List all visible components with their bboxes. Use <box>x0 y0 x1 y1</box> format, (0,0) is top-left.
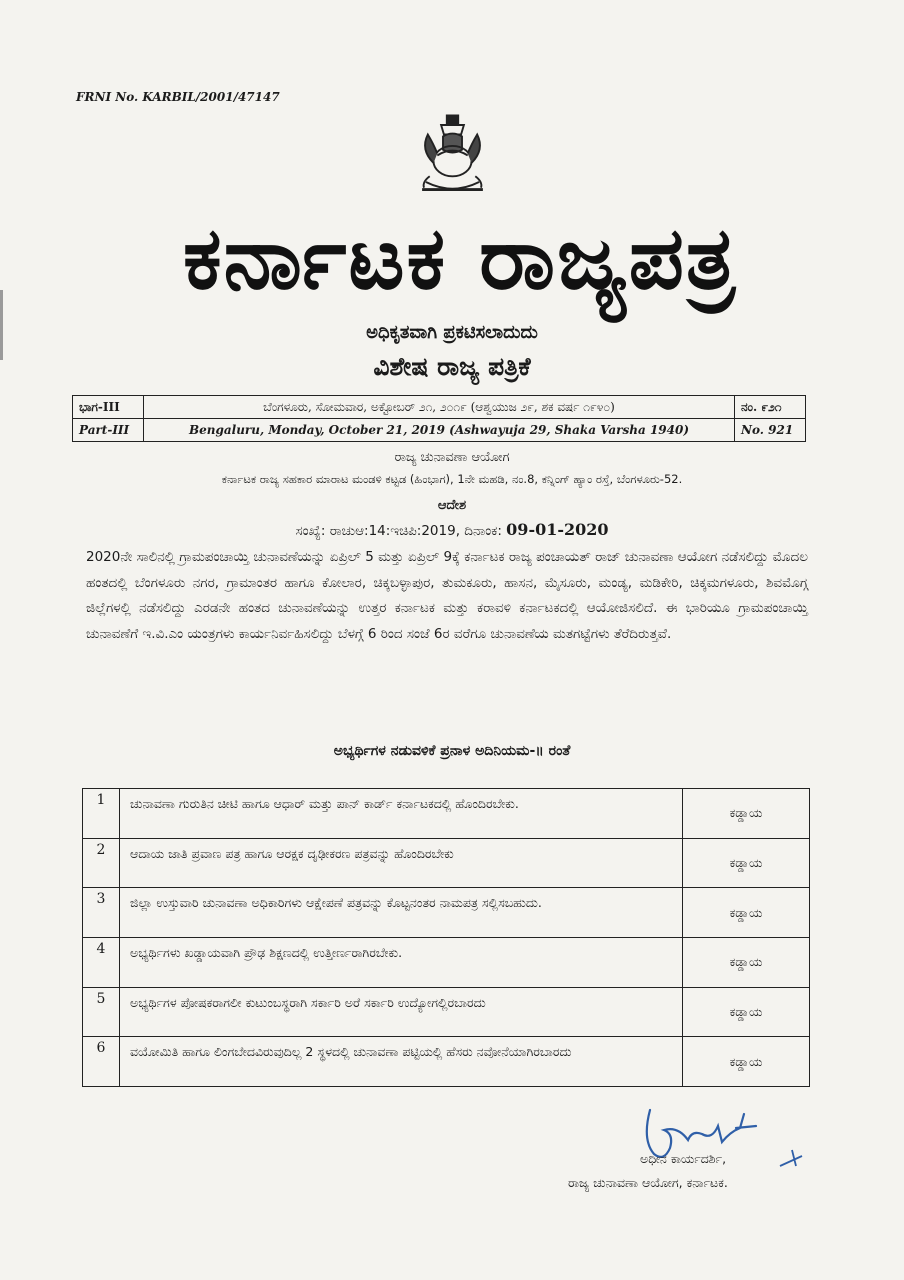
issue-date-english: Bengaluru, Monday, October 21, 2019 (Ashwayuja 29, Shaka Varsha 1940) <box>144 419 735 442</box>
rule-text: ಜಿಲ್ಲಾ ಉಸ್ತುವಾರಿ ಚುನಾವಣಾ ಅಧಿಕಾರಿಗಳು ಆಕ್ಷೇಪಣೆ ಪತ್ರವನ್ನು ಕೊಟ್ಟನಂತರ ನಾಮಪತ್ರ ಸಲ್ಲಿಸಬಹುದು. <box>120 888 683 938</box>
signatory-title: ಅಧೀನ ಕಾರ್ಯದರ್ಶಿ, <box>640 1151 727 1166</box>
masthead-subtitle: ಅಧಿಕೃತವಾಗಿ ಪ್ರಕಟಿಸಲಾದುದು <box>366 322 538 343</box>
rule-text: ವಯೋಮಿತಿ ಹಾಗೂ ಲಿಂಗಬೇದವಿರುವುದಿಲ್ಲ 2 ಸ್ಥಳದಲ್ಲಿ ಚುನಾವಣಾ ಪಟ್ಟಿಯಲ್ಲಿ ಹೆಸರು ನವೋನೆಯಾಗಿರಬಾರದು <box>120 1037 683 1087</box>
gazette-masthead-title: ಕರ್ನಾಟಕ ರಾಜ್ಯಪತ್ರ <box>182 209 738 309</box>
table-row <box>83 888 810 938</box>
rule-text: ಚುನಾವಣಾ ಗುರುತಿನ ಚೀಟಿ ಹಾಗೂ ಆಧಾರ್ ಮತ್ತು ಪಾನ್ ಕಾರ್ಡ್ ಕರ್ನಾಟಕದಲ್ಲಿ ಹೊಂದಿರಬೇಕು. <box>120 789 683 839</box>
table-row <box>83 789 810 839</box>
order-reference-label: ಸಂಖ್ಯೆ: ರಾಚುಆ:14:ಇಚಿಪಿ:2019, ದಿನಾಂಕ: <box>295 523 507 539</box>
table-row <box>83 1037 810 1087</box>
rule-number: 1 <box>83 789 120 839</box>
part-kannada: ಭಾಗ-III <box>73 396 144 419</box>
order-body-paragraph: 2020ನೇ ಸಾಲಿನಲ್ಲಿ ಗ್ರಾಮಪಂಚಾಯ್ತಿ ಚುನಾವಣೆಯನ್ನು ಏಪ್ರಿಲ್ 5 ಮತ್ತು ಏಪ್ರಿಲ್ 9ಕ್ಕೆ ಕರ್ನಾಟಕ ರಾಜ್ಯ ಪಂಚಾಯತ್ ರಾಜ್ ಚುನಾವಣಾ ಆಯೋಗ ನಡೆಸಲಿದ್ದು ಮೊದಲ ಹಂತದಲ್ಲಿ ಬೆಂಗಳೂರು ನಗರ, ಗ್ರಾಮಾಂತರ ಹಾಗೂ ಕೋಲಾರ, ಚಿಕ್ಕಬಳ್ಳಾಪುರ, ತುಮಕೂರು, ಹಾಸನ, ಮೈಸೂರು, ಮಂಡ್ಯ, ಮಡಿಕೇರಿ, ಚಿಕ್ಕಮಗಳೂರು, ಶಿವಮೊಗ್ಗ ಜಿಲ್ಲೆಗಳಲ್ಲಿ ನಡೆಸಲಿದ್ದು ಎರಡನೇ ಹಂತದ ಚುನಾವಣೆಯನ್ನು ಉತ್ತರ ಕರ್ನಾಟಕ ಮತ್ತು ಕರಾವಳಿ ಕರ್ನಾಟಕದಲ್ಲಿ ಆಯೋಜಿಸಲಿದೆ. ಈ ಭಾರಿಯೂ ಗ್ರಾಮಪಂಚಾಯ್ತಿ ಚುನಾವಣೆಗೆ ಇ.ವಿ.ಎಂ ಯಂತ್ರಗಳು ಕಾರ್ಯನಿರ್ವಹಿಸಲಿದ್ದು ಬೆಳಗ್ಗೆ 6 ರಿಂದ ಸಂಜೆ 6ರ ವರೆಗೂ ಚುನಾವಣೆಯ ಮತಗಟ್ಟೆಗಳು ತೆರೆದಿರುತ್ತವೆ. <box>86 549 808 643</box>
masthead-edition: ವಿಶೇಷ ರಾಜ್ಯ ಪತ್ರಿಕೆ <box>373 352 531 381</box>
issue-number-kannada: ನಂ. ೯೨೧ <box>735 396 806 419</box>
table-row <box>83 937 810 987</box>
issue-date-kannada: ಬೆಂಗಳೂರು, ಸೋಮವಾರ, ಅಕ್ಟೋಬರ್ ೨೧, ೨೦೧೯ (ಆಶ್ವಯುಜ ೨೯, ಶಕ ವರ್ಷ ೧೯೪೦) <box>144 396 735 419</box>
issue-header-table <box>72 395 806 442</box>
rule-status: ಕಡ್ಡಾಯ <box>683 987 810 1037</box>
rule-number: 2 <box>83 838 120 888</box>
order-reference <box>0 520 904 539</box>
table-row <box>83 987 810 1037</box>
table-row <box>83 838 810 888</box>
signatory-office: ರಾಜ್ಯ ಚುನಾವಣಾ ಆಯೋಗ, ಕರ್ನಾಟಕ. <box>568 1175 728 1190</box>
rules-table <box>82 788 810 1087</box>
rule-number: 5 <box>83 987 120 1037</box>
rule-status: ಕಡ್ಡಾಯ <box>683 888 810 938</box>
commission-name: ರಾಜ್ಯ ಚುನಾವಣಾ ಆಯೋಗ <box>394 450 510 465</box>
frni-number: FRNI No. KARBIL/2001/47147 <box>76 90 280 104</box>
rule-status: ಕಡ್ಡಾಯ <box>683 1037 810 1087</box>
part-english: Part-III <box>73 419 144 442</box>
rule-status: ಕಡ್ಡಾಯ <box>683 789 810 839</box>
rule-number: 6 <box>83 1037 120 1087</box>
commission-address: ಕರ್ನಾಟಕ ರಾಜ್ಯ ಸಹಕಾರ ಮಾರಾಟ ಮಂಡಳಿ ಕಟ್ಟಡ (ಹಿಂಭಾಗ), 1ನೇ ಮಹಡಿ, ನಂ.8, ಕನ್ನಿಂಗ್ ಹ್ಯಾಂ ರಸ್ತೆ, ಬೆಂಗಳೂರು-52. <box>221 472 683 486</box>
rule-status: ಕಡ್ಡಾಯ <box>683 838 810 888</box>
rule-number: 4 <box>83 937 120 987</box>
rule-text: ಅಭ್ಯರ್ಥಿಗಳ ಪೋಷಕರಾಗಲೀ ಕುಟುಂಬಸ್ಥರಾಗಿ ಸರ್ಕಾರಿ ಅರೆ ಸರ್ಕಾರಿ ಉದ್ಯೋಗಲ್ಲಿರಬಾರದು <box>120 987 683 1037</box>
rule-text: ಅಭ್ಯರ್ಥಿಗಳು ಖಡ್ಡಾಯವಾಗಿ ಪ್ರೌಢ ಶಿಕ್ಷಣದಲ್ಲಿ ಉತ್ತೀರ್ಣರಾಗಿರಬೇಕು. <box>120 937 683 987</box>
state-emblem-icon <box>405 106 500 201</box>
issue-number-english: No. 921 <box>735 419 806 442</box>
section-title: ಅಭ್ಯರ್ಥಿಗಳ ನಡುವಳಿಕೆ ಪ್ರನಾಳ ಅದಿನಿಯಮ-॥ ರಂತೆ <box>333 743 571 759</box>
rule-status: ಕಡ್ಡಾಯ <box>683 937 810 987</box>
rule-text: ಆದಾಯ ಜಾತಿ ಪ್ರವಾಣ ಪತ್ರ ಹಾಗೂ ಆರಕ್ಷಕ ದೃಢೀಕರಣ ಪತ್ರವನ್ನು ಹೊಂದಿರಬೇಕು <box>120 838 683 888</box>
rule-number: 3 <box>83 888 120 938</box>
order-title: ಆದೇಶ <box>437 498 467 513</box>
order-date: 09-01-2020 <box>506 520 609 539</box>
